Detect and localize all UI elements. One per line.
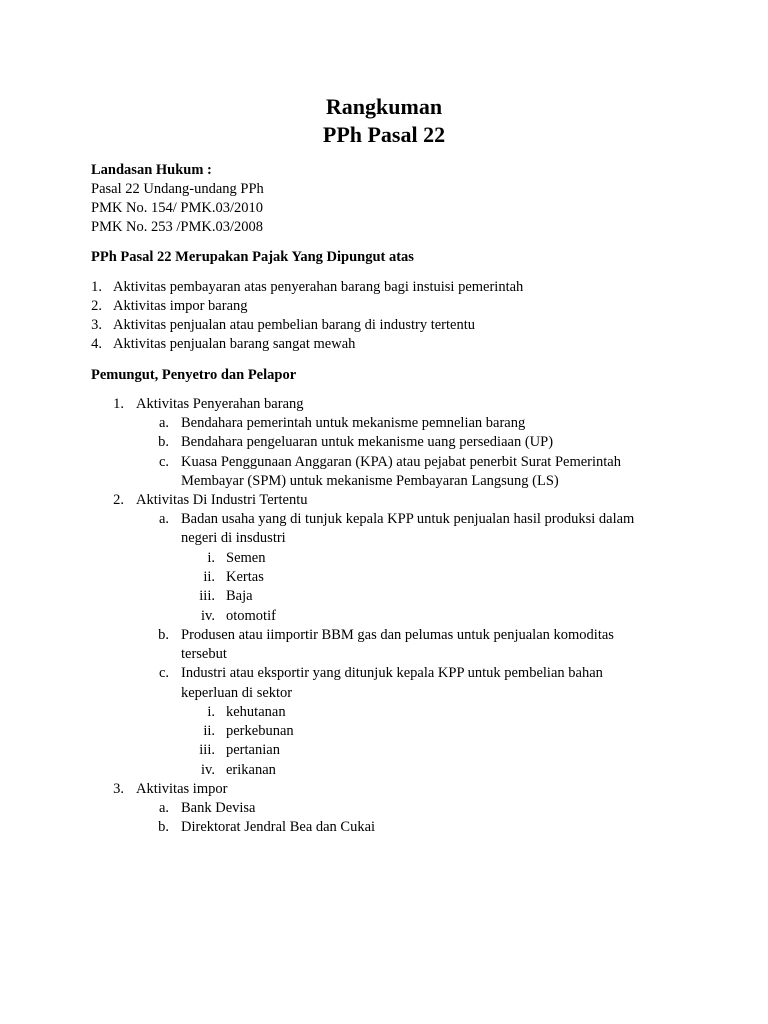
legal-basis-item: PMK No. 154/ PMK.03/2010	[91, 200, 264, 216]
collectors-item: Aktivitas Penyerahan barang	[136, 396, 304, 412]
list-letter: c.	[158, 665, 169, 681]
sector-item: perkebunan	[226, 723, 294, 739]
list-letter: a.	[158, 800, 169, 816]
collectors-heading: Pemungut, Penyetro dan Pelapor	[91, 367, 297, 383]
list-number: 4.	[91, 336, 102, 352]
collectors-subitem: Produsen atau iimportir BBM gas dan pelumas untuk penjualan komoditas	[181, 627, 614, 643]
sector-item: Semen	[226, 550, 266, 566]
sector-item: erikanan	[226, 762, 276, 778]
collectors-subitem-continued: negeri di insdustri	[181, 530, 286, 546]
list-number: 2.	[91, 298, 102, 314]
collectors-item: Aktivitas Di Industri Tertentu	[136, 492, 308, 508]
collected-on-item: Aktivitas impor barang	[113, 298, 248, 314]
list-roman: iii.	[199, 742, 215, 758]
collected-on-heading: PPh Pasal 22 Merupakan Pajak Yang Dipungut atas	[91, 249, 414, 265]
sector-item: Baja	[226, 588, 253, 604]
collectors-subitem: Direktorat Jendral Bea dan Cukai	[181, 819, 376, 835]
list-number: 2.	[113, 492, 124, 508]
collectors-subitem-continued: keperluan di sektor	[181, 685, 293, 701]
list-roman: iv.	[201, 608, 215, 624]
collectors-subitem: Industri atau eksportir yang ditunjuk kepala KPP untuk pembelian bahan	[181, 665, 603, 681]
list-number: 1.	[91, 279, 102, 295]
collectors-subitem: Kuasa Penggunaan Anggaran (KPA) atau pejabat penerbit Surat Pemerintah	[181, 454, 621, 470]
sector-item: Kertas	[226, 569, 264, 585]
list-letter: b.	[158, 819, 169, 835]
collectors-subitem: Bank Devisa	[181, 800, 256, 816]
list-roman: i.	[207, 550, 215, 566]
collectors-item: Aktivitas impor	[136, 781, 228, 797]
list-roman: ii.	[203, 569, 215, 585]
list-number: 1.	[113, 396, 124, 412]
list-number: 3.	[113, 781, 124, 797]
list-roman: iii.	[199, 588, 215, 604]
collected-on-item: Aktivitas penjualan barang sangat mewah	[113, 336, 356, 352]
list-letter: c.	[158, 454, 169, 470]
collected-on-item: Aktivitas pembayaran atas penyerahan barang bagi instuisi pemerintah	[113, 279, 524, 295]
list-roman: ii.	[203, 723, 215, 739]
sector-item: otomotif	[226, 608, 276, 624]
list-roman: i.	[207, 704, 215, 720]
collectors-subitem: Bendahara pengeluaran untuk mekanisme uang persediaan (UP)	[181, 434, 554, 450]
legal-basis-item: Pasal 22 Undang-undang PPh	[91, 181, 264, 197]
document-title-line2: PPh Pasal 22	[322, 122, 446, 147]
list-letter: a.	[158, 415, 169, 431]
list-roman: iv.	[201, 762, 215, 778]
sector-item: kehutanan	[226, 704, 286, 720]
collectors-subitem: Bendahara pemerintah untuk mekanisme pemnelian barang	[181, 415, 526, 431]
collected-on-item: Aktivitas penjualan atau pembelian barang di industry tertentu	[113, 317, 475, 333]
collectors-subitem-continued: Membayar (SPM) untuk mekanisme Pembayaran Langsung (LS)	[181, 473, 559, 489]
legal-basis-heading: Landasan Hukum :	[91, 162, 212, 178]
list-letter: b.	[158, 627, 169, 643]
sector-item: pertanian	[226, 742, 280, 758]
document-title-line1: Rangkuman	[325, 94, 443, 119]
legal-basis-item: PMK No. 253 /PMK.03/2008	[91, 219, 264, 235]
collectors-subitem-continued: tersebut	[181, 646, 227, 662]
list-number: 3.	[91, 317, 102, 333]
list-letter: b.	[158, 434, 169, 450]
collectors-subitem: Badan usaha yang di tunjuk kepala KPP untuk penjualan hasil produksi dalam	[181, 511, 635, 527]
list-letter: a.	[158, 511, 169, 527]
